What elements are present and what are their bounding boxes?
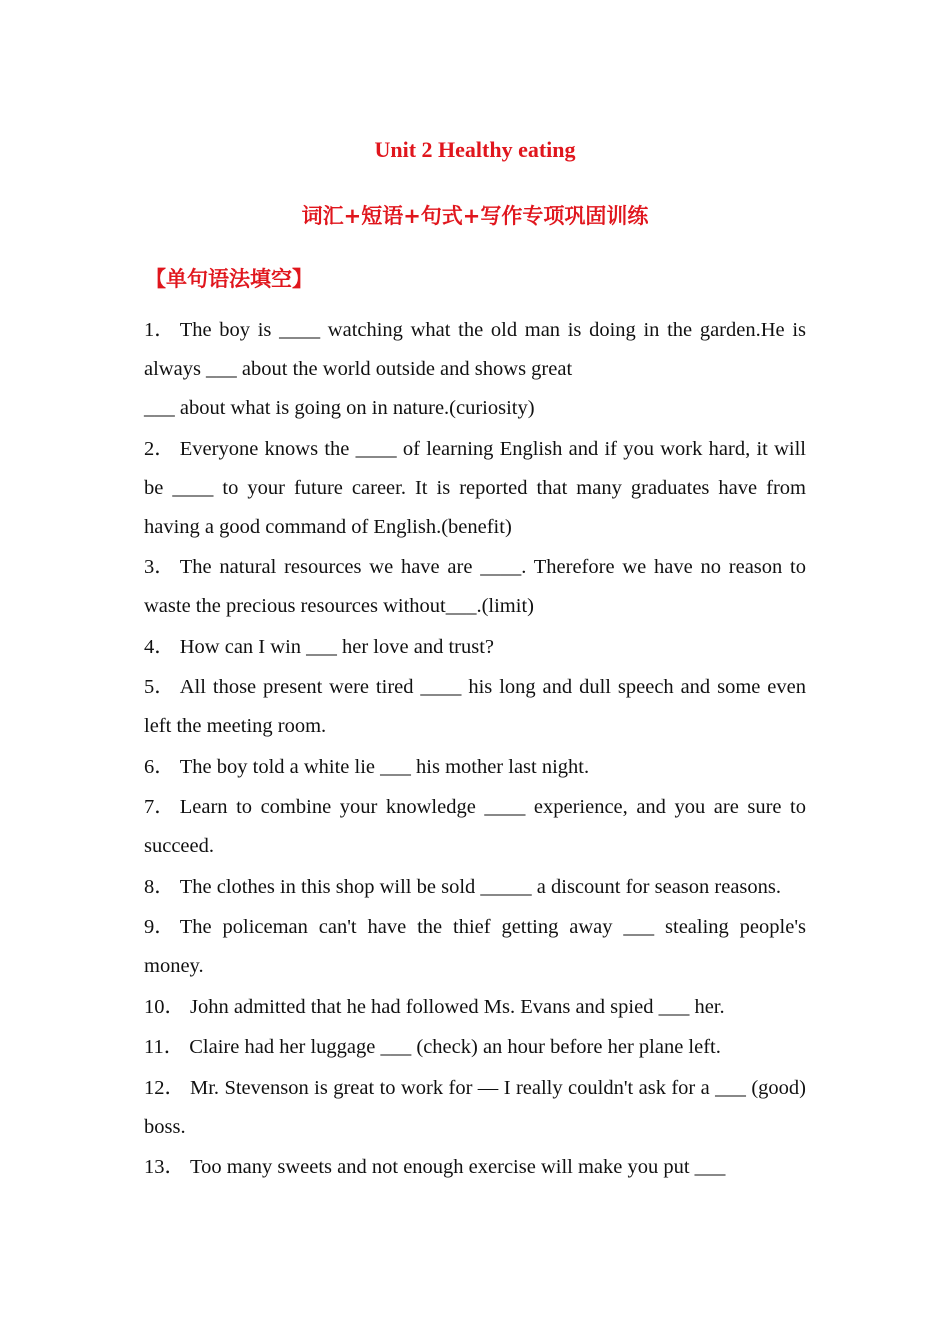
question-7 xyxy=(144,788,806,866)
question-4 xyxy=(144,628,806,667)
question-number: 9． xyxy=(144,916,175,938)
question-3 xyxy=(144,548,806,626)
question-number: 2． xyxy=(144,437,175,460)
question-number: 4． xyxy=(144,635,175,658)
question-number: 11． xyxy=(144,1036,185,1058)
question-text: The boy told a white lie ___ his mother last night. xyxy=(179,755,590,778)
question-12 xyxy=(144,1069,806,1147)
question-text: Everyone knows the ____ of learning English and if you work hard, it will be ____ to your future career. It is reported that many graduates have from having a good command of English.(benefit) xyxy=(144,437,806,538)
question-number: 1． xyxy=(144,319,175,341)
question-text: The policeman can't have the thief getting away ___ stealing people's money. xyxy=(144,916,806,977)
question-number: 6． xyxy=(144,755,175,778)
question-text: Too many sweets and not enough exercise will make you put ___ xyxy=(190,1156,726,1178)
question-list xyxy=(144,311,806,1189)
question-text: All those present were tired ____ his long and dull speech and some even left the meeting room. xyxy=(144,676,806,737)
question-text: Claire had her luggage ___ (check) an hour before her plane left. xyxy=(189,1036,721,1058)
question-number: 3． xyxy=(144,556,175,578)
question-9 xyxy=(144,908,806,986)
question-number: 5． xyxy=(144,676,175,698)
question-6 xyxy=(144,748,806,787)
question-number: 10． xyxy=(144,995,185,1018)
question-text: Mr. Stevenson is great to work for — I really couldn't ask for a ___ (good) boss. xyxy=(144,1076,806,1138)
section-heading: 【单句语法填空】 xyxy=(145,267,313,291)
question-text-continuation: ___ about what is going on in nature.(curiosity) xyxy=(144,397,535,419)
question-text: The boy is ____ watching what the old man is doing in the garden.He is always ___ about the world outside and shows great xyxy=(144,319,806,380)
question-8 xyxy=(144,868,806,907)
question-text: How can I win ___ her love and trust? xyxy=(179,635,494,658)
question-5 xyxy=(144,668,806,746)
question-number: 13． xyxy=(144,1156,185,1178)
question-1 xyxy=(144,311,806,428)
question-number: 8． xyxy=(144,875,175,898)
question-number: 12． xyxy=(144,1076,185,1099)
question-text: The clothes in this shop will be sold _____ a discount for season reasons. xyxy=(179,875,781,898)
question-2 xyxy=(144,430,806,547)
question-10 xyxy=(144,988,806,1027)
question-11 xyxy=(144,1028,806,1067)
question-text: John admitted that he had followed Ms. Evans and spied ___ her. xyxy=(190,995,725,1018)
document-title: Unit 2 Healthy eating xyxy=(374,137,576,162)
question-13 xyxy=(144,1148,806,1187)
document-subtitle: 词汇+短语+句式+写作专项巩固训练 xyxy=(301,204,649,228)
question-text: The natural resources we have are ____. Therefore we have no reason to waste the precious resources without___.(limit) xyxy=(144,556,806,617)
question-number: 7． xyxy=(144,796,175,818)
question-text: Learn to combine your knowledge ____ experience, and you are sure to succeed. xyxy=(144,796,806,857)
